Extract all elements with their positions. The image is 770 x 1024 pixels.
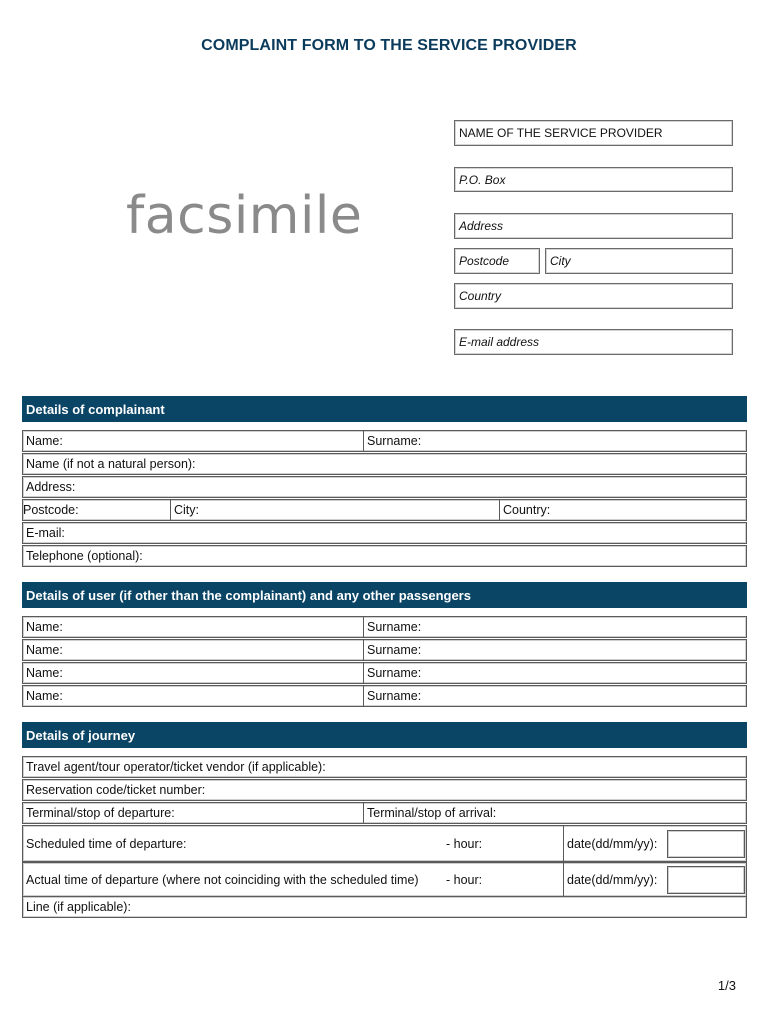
scheduled-hour-label: - hour: bbox=[446, 836, 483, 851]
passenger-surname-field[interactable] bbox=[363, 640, 746, 660]
journey-reservation-row[interactable] bbox=[22, 779, 747, 801]
departure-terminal-label: Terminal/stop of departure: bbox=[26, 806, 175, 820]
form-title: COMPLAINT FORM TO THE SERVICE PROVIDER bbox=[201, 37, 577, 54]
complainant-name-row bbox=[22, 430, 747, 452]
journey-agent-row[interactable] bbox=[22, 756, 747, 778]
passenger-surname-field[interactable] bbox=[363, 686, 746, 706]
passenger-surname-label: Surname: bbox=[367, 666, 422, 680]
scheduled-hour-field[interactable] bbox=[443, 826, 563, 861]
journey-terminals-row bbox=[22, 802, 747, 824]
provider-name-label: NAME OF THE SERVICE PROVIDER bbox=[459, 126, 663, 140]
complainant-city-label: City: bbox=[174, 503, 199, 517]
passenger-surname-label: Surname: bbox=[367, 620, 422, 634]
passenger-row bbox=[22, 639, 747, 661]
provider-country-field[interactable] bbox=[454, 283, 733, 309]
passenger-row bbox=[22, 662, 747, 684]
complainant-legal-name-row[interactable] bbox=[22, 453, 747, 475]
complainant-legal-name-label: Name (if not a natural person): bbox=[26, 457, 196, 471]
provider-po-box-label: P.O. Box bbox=[459, 172, 506, 187]
passengers-section-header: Details of user (if other than the complainant) and any other passengers bbox=[22, 582, 747, 608]
complainant-address-label: Address: bbox=[26, 480, 76, 494]
complainant-postcode-label: Postcode: bbox=[23, 503, 79, 517]
scheduled-departure-row bbox=[22, 825, 747, 862]
actual-date-label: date(dd/mm/yy): bbox=[563, 863, 667, 896]
facsimile-watermark: facsimile bbox=[126, 186, 363, 246]
provider-name-field[interactable] bbox=[454, 120, 733, 146]
complainant-telephone-label: Telephone (optional): bbox=[26, 549, 143, 563]
passenger-name-field[interactable] bbox=[23, 617, 361, 637]
complainant-surname-label: Surname: bbox=[367, 434, 422, 448]
passenger-row bbox=[22, 685, 747, 707]
provider-city-label: City bbox=[550, 254, 571, 268]
actual-departure-row bbox=[22, 862, 747, 897]
provider-city-field[interactable] bbox=[545, 248, 733, 274]
journey-line-row[interactable] bbox=[22, 896, 747, 918]
arrival-terminal-label: Terminal/stop of arrival: bbox=[367, 806, 497, 820]
passenger-name-label: Name: bbox=[26, 620, 63, 634]
provider-address-field[interactable] bbox=[454, 213, 733, 239]
complainant-telephone-row[interactable] bbox=[22, 545, 747, 567]
journey-reservation-label: Reservation code/ticket number: bbox=[26, 783, 206, 797]
passenger-name-label: Name: bbox=[26, 689, 63, 703]
passenger-surname-field[interactable] bbox=[363, 663, 746, 683]
complainant-country-field[interactable] bbox=[499, 500, 746, 520]
complainant-section-header: Details of complainant bbox=[22, 396, 747, 422]
actual-hour-field[interactable] bbox=[443, 863, 563, 896]
provider-country-label: Country bbox=[459, 289, 502, 303]
complainant-city-field[interactable] bbox=[170, 500, 499, 520]
passenger-name-label: Name: bbox=[26, 666, 63, 680]
complainant-address-row[interactable] bbox=[22, 476, 747, 498]
scheduled-date-input[interactable] bbox=[667, 830, 745, 858]
passenger-surname-label: Surname: bbox=[367, 689, 422, 703]
journey-section-header: Details of journey bbox=[22, 722, 747, 748]
actual-date-input[interactable] bbox=[667, 866, 745, 894]
journey-line-label: Line (if applicable): bbox=[26, 900, 131, 914]
provider-postcode-label: Postcode bbox=[459, 254, 510, 268]
complainant-postcode-field[interactable] bbox=[23, 500, 170, 520]
complainant-email-row[interactable] bbox=[22, 522, 747, 544]
journey-agent-label: Travel agent/tour operator/ticket vendor (if applicable): bbox=[26, 760, 326, 774]
complainant-email-label: E-mail: bbox=[26, 526, 65, 540]
complainant-country-label: Country: bbox=[503, 503, 551, 517]
complainant-surname-field[interactable] bbox=[363, 431, 746, 451]
scheduled-date-label: date(dd/mm/yy): bbox=[563, 826, 667, 861]
passenger-name-field[interactable] bbox=[23, 640, 361, 660]
provider-postcode-field[interactable] bbox=[454, 248, 540, 274]
provider-po-box-field[interactable] bbox=[454, 167, 733, 192]
provider-email-label: E-mail address bbox=[459, 335, 540, 349]
passenger-row bbox=[22, 616, 747, 638]
actual-hour-label: - hour: bbox=[446, 872, 483, 887]
complainant-name-field[interactable] bbox=[23, 431, 361, 451]
complainant-name-label: Name: bbox=[26, 434, 63, 448]
arrival-terminal-field[interactable] bbox=[363, 803, 746, 823]
complainant-location-row bbox=[22, 499, 747, 521]
page-number: 1/3 bbox=[717, 978, 736, 993]
passenger-name-field[interactable] bbox=[23, 686, 361, 706]
passenger-surname-field[interactable] bbox=[363, 617, 746, 637]
passenger-name-label: Name: bbox=[26, 643, 63, 657]
provider-email-field[interactable] bbox=[454, 329, 733, 355]
actual-departure-label: Actual time of departure (where not coinciding with the scheduled time) bbox=[26, 872, 419, 887]
provider-address-label: Address bbox=[459, 219, 504, 233]
passenger-name-field[interactable] bbox=[23, 663, 361, 683]
scheduled-departure-label: Scheduled time of departure: bbox=[26, 836, 187, 851]
passenger-surname-label: Surname: bbox=[367, 643, 422, 657]
departure-terminal-field[interactable] bbox=[23, 803, 361, 823]
